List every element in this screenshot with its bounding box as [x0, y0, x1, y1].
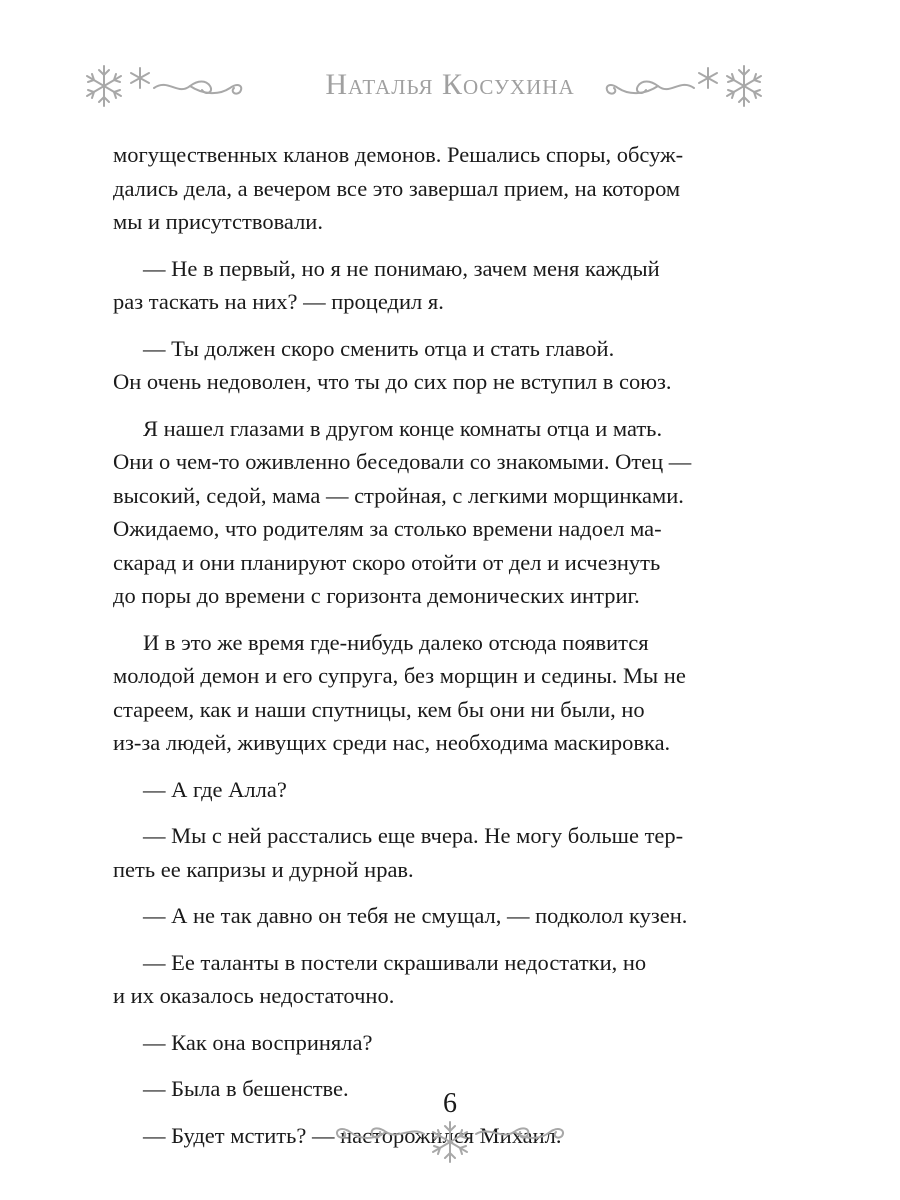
paragraph: — Будет мстить? — насторожился Михаил. [143, 1122, 562, 1148]
paragraph: — Была в бешенстве. [143, 1076, 349, 1101]
paragraph: — Ее таланты в постели скрашивали недостатки, но и их оказалось недостаточно. [113, 949, 647, 1008]
body-text [113, 138, 730, 1165]
footer-ornament-icon [320, 1118, 580, 1168]
paragraph: — Как она восприняла? [143, 1029, 373, 1055]
header-right-ornament-icon [590, 56, 770, 116]
paragraph: Я нашел глазами в другом конце комнаты отца и мать. Они о чем-то оживленно беседовали со знакомыми. Отец — высокий, седой, мама — стройная, с легкими морщинками. Ожидаемо, что родителям за столько времени надоел ма- скарад и они планируют скоро отойти от дел и исчезнуть до поры до времени с горизонта демонических интриг. [113, 415, 692, 608]
paragraph: — Ты должен скоро сменить отца и стать главой. Он очень недоволен, что ты до сих пор не вступил в союз. [113, 335, 672, 394]
page-number: 6 [443, 1088, 457, 1119]
running-header [0, 56, 900, 120]
author-name: Наталья Косухина [325, 68, 575, 101]
paragraph: могущественных кланов демонов. Решались споры, обсуж- дались дела, а вечером все это завершал прием, на котором мы и присутствовали. [113, 142, 684, 234]
paragraph: — А не так давно он тебя не смущал, — подколол кузен. [143, 903, 688, 928]
paragraph: — А где Алла? [143, 776, 287, 802]
paragraph: И в это же время где-нибудь далеко отсюда появится молодой демон и его супруга, без морщин и седины. Мы не стареем, как и наши спутницы, кем бы они ни были, но из-за людей, живущих среди нас, необходима маскировка. [113, 629, 686, 755]
paragraph: — Мы с ней расстались еще вчера. Не могу больше тер- петь ее капризы и дурной нрав. [113, 823, 684, 882]
paragraph: — Не в первый, но я не понимаю, зачем меня каждый раз таскать на них? — процедил я. [113, 255, 660, 314]
